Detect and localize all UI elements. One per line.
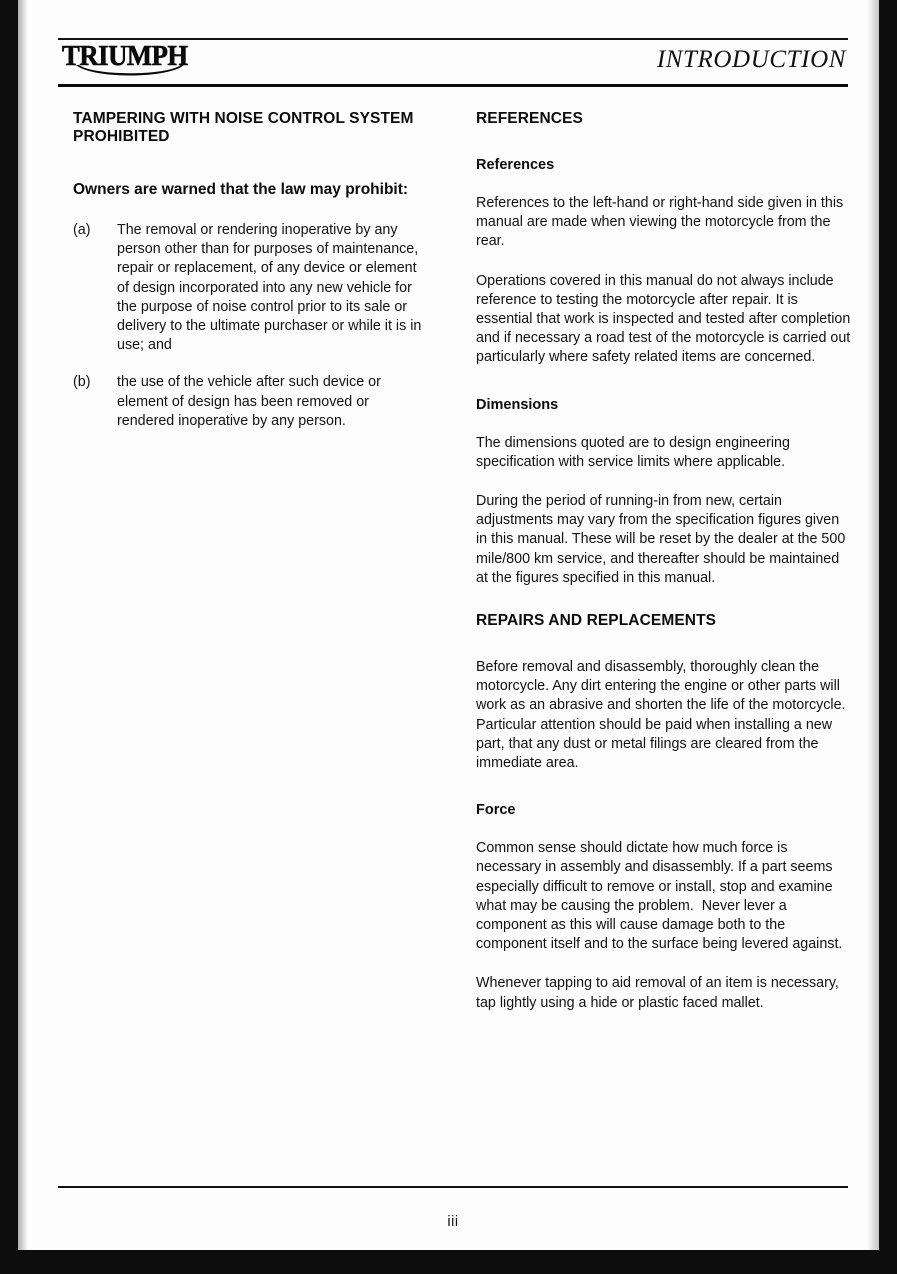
repairs-heading: REPAIRS AND REPLACEMENTS xyxy=(476,612,717,630)
dimensions-paragraph-2: During the period of running-in from new, certain adjustments may vary from the specification figures given in this manual. These will be reset by the dealer at the 500 mile/800 km service, and thereafter should be maintained at the figures specified in this manual. xyxy=(476,493,850,586)
references-paragraph-1: References to the left-hand or right-hand side given in this manual are made when viewing the motorcycle from the rear. xyxy=(476,195,848,250)
triumph-logo-wordmark: TRIUMPH xyxy=(62,40,188,72)
references-subheading: References xyxy=(476,157,555,173)
list-item-text: the use of the vehicle after such device or element of design has been removed or rendered inoperative by any person. xyxy=(117,374,385,429)
noise-control-heading: TAMPERING WITH NOISE CONTROL SYSTEM PROHIBITED xyxy=(73,110,414,145)
force-paragraph-1: Common sense should dictate how much force is necessary in assembly and disassembly. If a part seems especially difficult to remove or install, stop and examine what may be causing the problem. Never lever a component as this will cause damage both to the component itself and to the surface being levered against. xyxy=(476,840,843,953)
page-title: INTRODUCTION xyxy=(656,46,846,73)
header-body xyxy=(58,40,848,84)
page-footer xyxy=(58,1186,848,1230)
list-item-text: The removal or rendering inoperative by any person other than for purposes of maintenance, repair or replacement, of any device or element of design incorporated into any new vehicle for the purpose of noise control prior to its sale or delivery to the ultimate purchaser or while it is in use; and xyxy=(117,222,426,354)
list-item xyxy=(73,373,428,431)
list-item xyxy=(73,221,428,355)
triumph-swoosh-icon xyxy=(74,63,186,81)
owners-warning-subheading: Owners are warned that the law may prohibit: xyxy=(73,181,409,198)
dimensions-heading: Dimensions xyxy=(476,396,559,413)
triumph-logo xyxy=(62,41,190,83)
force-paragraph-2: Whenever tapping to aid removal of an item is necessary, tap lightly using a hide or plastic faced mallet. xyxy=(476,975,843,1011)
repairs-paragraph-1: Before removal and disassembly, thoroughly clean the motorcycle. Any dirt entering the engine or other parts will work as an abrasive and shorten the life of the motorcycle. Particular attention should be paid when installing a new part, that any dust or metal filings are cleared from the immediate area. xyxy=(476,659,854,772)
header-bottom-rule xyxy=(58,84,848,87)
footer-rule xyxy=(58,1186,848,1188)
page-header xyxy=(58,38,848,87)
right-column xyxy=(476,110,855,1013)
page-content xyxy=(44,0,854,1250)
references-paragraph-2: Operations covered in this manual do not always include reference to testing the motorcycle after repair. It is essential that work is inspected and tested after completion and if necessary a road test of the motorcycle is carried out particularly where safety related items are concerned. xyxy=(476,272,855,366)
page-paper xyxy=(18,0,879,1250)
list-item-marker: (a) xyxy=(73,222,91,238)
references-heading: REFERENCES xyxy=(476,110,583,127)
left-column xyxy=(73,110,428,431)
dimensions-paragraph-1: The dimensions quoted are to design engineering specification with service limits where applicable. xyxy=(476,434,794,470)
force-heading: Force xyxy=(476,802,516,819)
page-number: iii xyxy=(447,1214,459,1230)
list-item-marker: (b) xyxy=(73,374,91,391)
